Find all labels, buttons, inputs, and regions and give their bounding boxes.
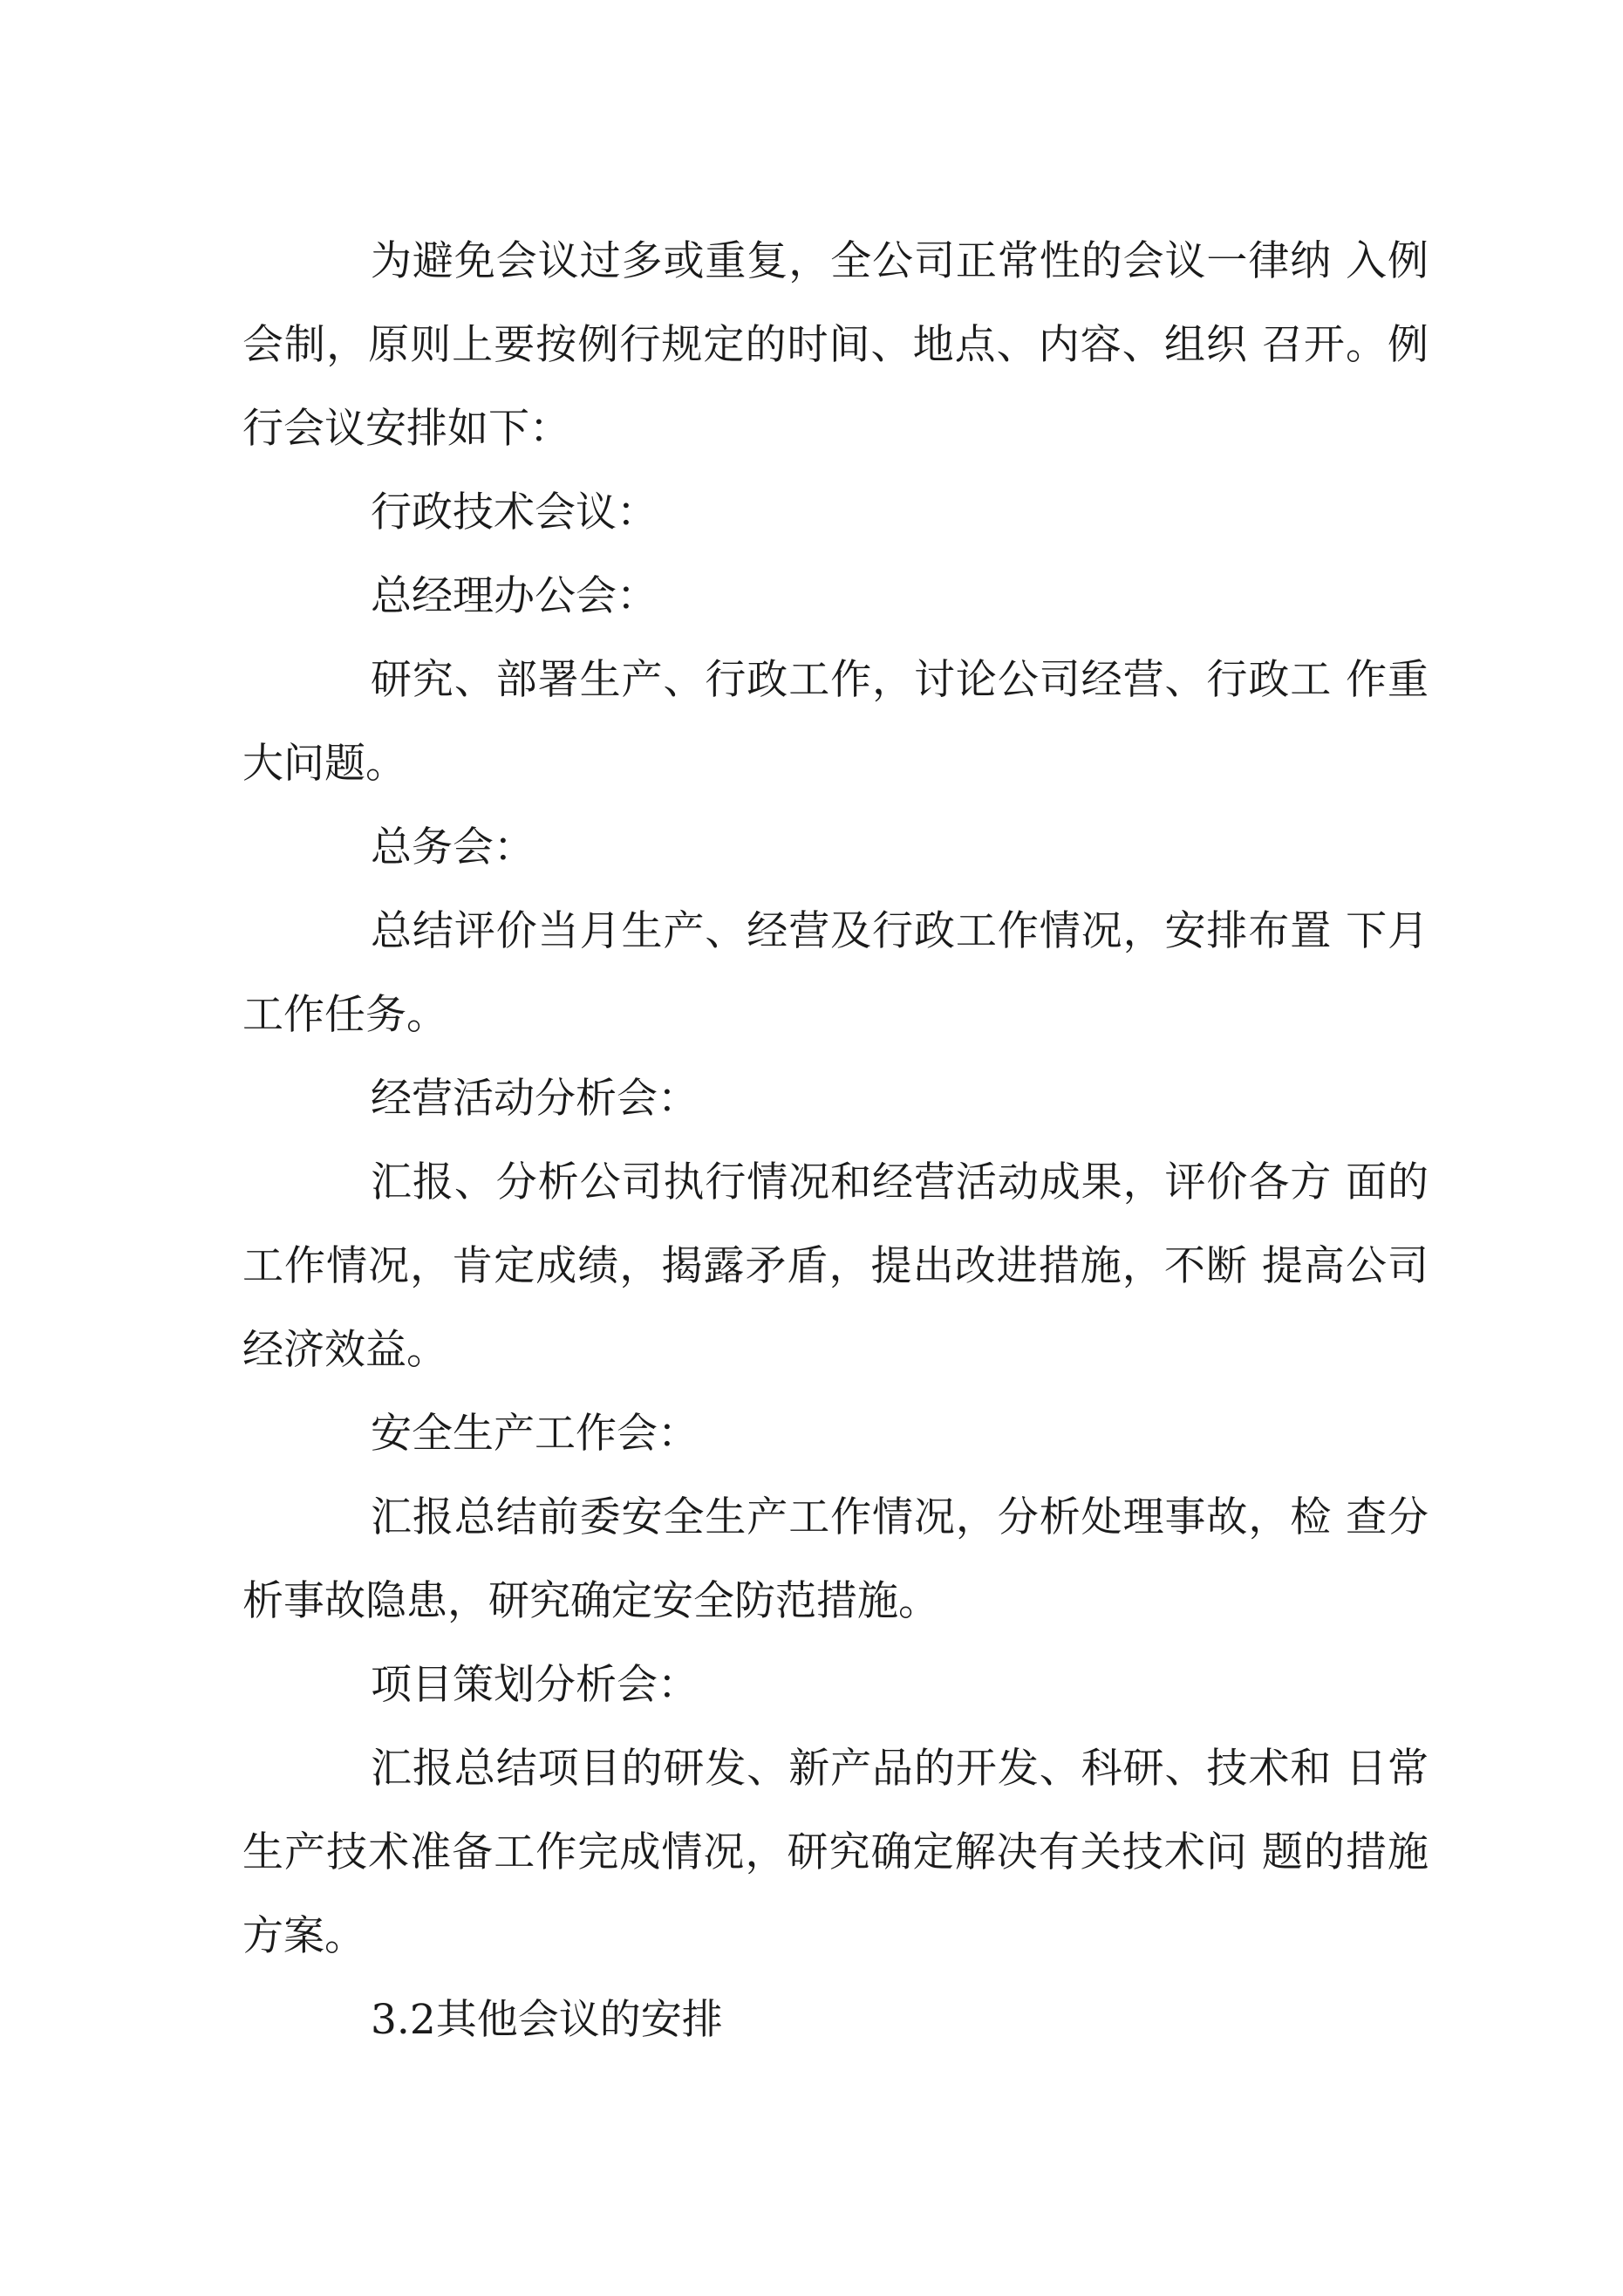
heading-business-analysis-meeting: 经营活动分析会： <box>371 1075 699 1123</box>
heading-general-affairs-meeting: 总务会： <box>371 823 535 871</box>
paragraph-gm-office-meeting: 研究、部署生产、行政工作，讨论公司经营、行政工 作重大问题。 <box>242 656 1429 788</box>
heading-project-planning-meeting: 项目策划分析会： <box>371 1661 699 1709</box>
section-heading-other-meetings: 3.2其他会议的安排 <box>371 1996 723 2044</box>
heading-gm-office-meeting: 总经理办公会： <box>371 572 658 620</box>
heading-safety-meeting: 安全生产工作会： <box>371 1410 699 1458</box>
paragraph-regular-meetings-intro: 为避免会议过多或重复，全公司正常性的会议一律纳 入例会制，原则上要按例行规定的时间、地点、内容、组织 召开。例行会议安排如下： <box>242 237 1429 453</box>
paragraph-general-affairs-meeting: 总结评价当月生产、经营及行政工作情况，安排布置 下月工作任务。 <box>242 907 1429 1039</box>
paragraph-project-planning-meeting: 汇报总结项目的研发、新产品的开发、科研、技术和 日常生产技术准备工作完成情况，研究确定解决有关技术问 题的措施方案。 <box>242 1745 1429 1960</box>
paragraph-business-analysis-meeting: 汇报、分析公司执行情况和经营活动成果，评价各方 面的工作情况，肯定成绩，揭露矛盾，提出改进措施，不断 提高公司经济效益。 <box>242 1158 1429 1374</box>
paragraph-safety-meeting: 汇报总结前委安全生产工作情况，分析处理事故，检 查分析事故隐患，研究确定安全防范措施。 <box>242 1493 1429 1625</box>
heading-admin-tech-meetings: 行政技术会议： <box>371 489 658 536</box>
